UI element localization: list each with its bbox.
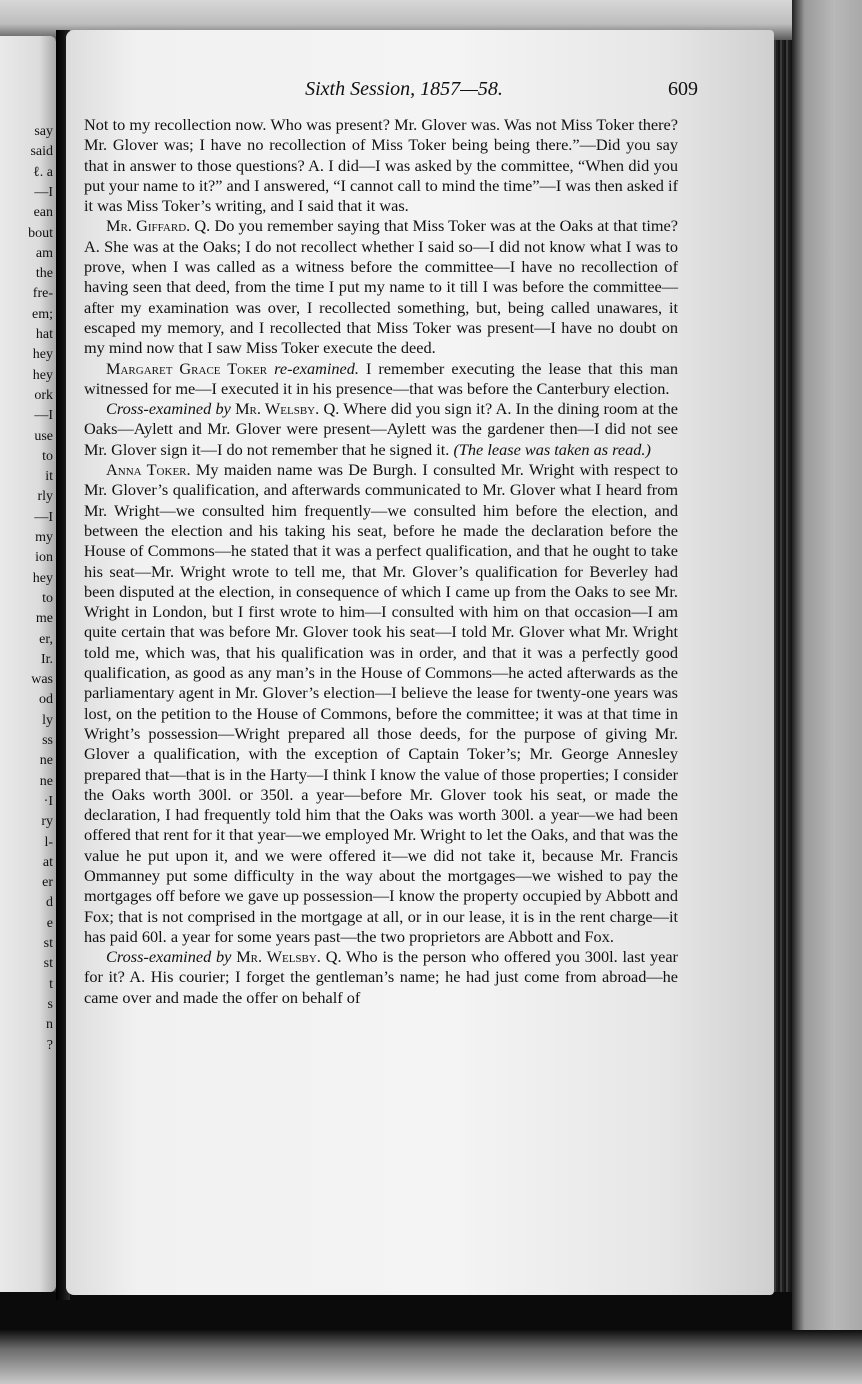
left-page-fragment: st [43,956,53,972]
paragraph [84,399,678,460]
left-page-fragment: was [31,672,53,688]
left-page-fragment: ne [39,773,53,789]
body-text [84,115,678,1008]
paragraph [84,359,678,400]
paragraph [84,460,678,947]
speaker-note: Cross-examined by [106,399,231,419]
left-page-fragment: Ir. [40,651,53,667]
paragraph-text: My maiden name was De Burgh. I consulted Mr. Wright with respect to Mr. Glover’s qualification, and afterwards communicated to Mr. Glover what I heard from Mr. Wright—we consulted him frequently—we consulted him before the election, and between the election and his taking his seat, before he made the declaration before the House of Commons—he stated that it was a perfect qualification, and that he ought to take his seat—Mr. Wright wrote to tell me, that Mr. Glover’s qualification for Beverley had been disputed at the election, in consequence of which I came up from the Oaks to see Mr. Wright in London, but I first wrote to him—I consulted with him on that occasion—I am quite certain that was before Mr. Glover took his seat—I told Mr. Glover what Mr. Wright told me, which was, that his qualification was in order, and that it was a perfectly good qualification, as good as any man’s in the House of Commons—he acted afterwards as the parliamentary agent in Mr. Glover’s election—I believe the lease for twenty-one years was lost, on the petition to the House of Commons, before the committee; it was at that time in Wright’s possession—Wright prepared all those deeds, for the purpose of giving Mr. Glover a qualification, with the exception of Captain Toker’s; Mr. George Annesley prepared that—that is in the Harty—I think I know the value of those properties; I consider the Oaks worth 300l. or 350l. a year—before Mr. Glover took his seat, or made the declaration, I had frequently told him that the Oaks was worth 300l. a year—we had been offered that rent for it that year—we employed Mr. Wright to let the Oaks, and that was the value he put upon it, and we were offered it—we did not take it, because Mr. Francis Ommanney put some difficulty in the way about the mortgages—we wished to pay the mortgages off before we gave up possession—I know the property occupied by Abbott and Fox; that is not comprised in the mortgage at all, or in our lease, it is in the rent charge—it has paid 60l. a year for some years past—the two proprietors are Abbott and Fox. [84,460,678,946]
left-page-fragment: t [49,976,53,992]
left-page-fragment: me [35,611,53,627]
paragraph-text: Q. Who is the person who offered you 300l. last year for it? A. His courier; I forget the gentleman’s name; he had just come from abroad—he came over and made the offer on behalf of [84,947,678,1007]
paragraph-text: Not to my recollection now. Who was present? Mr. Glover was. Was not Miss Toker there? Mr. Glover was; I have no recollection of Miss Toker being being there.”—Did you say that in answer to those questions? A. I did—I was asked by the committee, “When did you put your name to it?” and I answered, “I cannot call to mind the time”—I was then asked if it was Miss Toker’s writing, and I said that it was. [84,115,678,216]
speaker-name: Anna Toker. [106,460,191,480]
left-page-fragment: the [35,266,53,282]
left-page-fragment: hat [35,327,53,342]
paragraph-text: Q. Where did you sign it? A. In the dining room at the Oaks—Aylett and Mr. Glover were present—Aylett was the gardener then—I did not see Mr. Glover sign it—I do not remember that he signed it. [84,399,678,459]
left-page-fragment: e [46,915,53,931]
left-page-fragment: ean [33,205,53,221]
left-page-fragment: em; [32,306,53,322]
left-page-fragment: my [35,530,53,545]
left-page-fragment: rly [37,489,53,505]
left-page-fragment: ·I [43,793,53,809]
page-header [66,78,774,108]
paragraph-text: Q. Do you remember saying that Miss Toker was at the Oaks at that time? A. She was at the Oaks; I do not recollect whether I said so—I did not know what I was to prove, when I was called as a witness before the committee—I have no recollection of having seen that deed, from the time I put my name to it till I was before the committee—after my examination was over, I recollected something, but, being called unawares, it escaped my memory, and I recollected that Miss Toker was present—I have no doubt on my mind now that I saw Miss Toker execute the deed. [84,216,678,358]
left-page-fragment: ork [34,387,53,403]
left-page-fragment: ne [39,753,53,769]
scanner-background-bottom [0,1330,862,1384]
left-page-fragment: er, [39,631,53,647]
left-page-fragment: —I [34,408,53,424]
speaker-name: Mr. Welsby. [235,399,320,419]
left-page-fragment: say [34,124,53,139]
left-page-fragment: —I [34,184,53,200]
left-page-fragment: am [35,245,53,261]
running-title: Sixth Session, 1857—58. [305,78,503,100]
speaker-name: Mr. Giffard. [106,216,191,236]
left-page-fragment: ion [35,550,53,566]
left-page-fragment: l- [44,834,53,850]
paragraph-text: I remember executing the lease that this man witnessed for me—I executed it in his presence—that was before the Canterbury election. [84,358,678,398]
left-page-fragment: to [42,448,53,464]
left-page-fragment: ? [46,1037,53,1053]
scanner-background-right [792,0,862,1384]
paragraph [84,115,678,216]
left-page-fragment: hey [32,570,53,586]
left-page-fragment: ly [42,712,53,728]
left-page-fragment: st [43,936,53,951]
left-page-fragment: d [46,895,53,911]
page-number: 609 [668,78,698,100]
speaker-name: Margaret Grace Toker [106,358,268,378]
paragraph [84,947,678,1008]
book-page [66,30,774,1295]
left-page-fragment: said [30,144,53,160]
left-page-fragment: ℓ. a [33,164,53,180]
left-page-fragment: n [46,1017,53,1033]
left-page-fragment: s [47,996,53,1012]
left-page-fragment: to [42,590,53,606]
left-page-fragment: at [42,854,53,870]
left-page-fragment: hey [32,367,53,383]
speaker-note: re-examined. [274,358,359,378]
left-page-fragment: fre- [32,286,53,302]
left-page-fragment: bout [28,225,53,241]
left-page-fragment: od [39,692,53,708]
left-page-fragment: ry [41,814,53,830]
speaker-note: Cross-examined by [106,947,232,967]
left-page-fragment: er [42,875,53,891]
stage-direction: (The lease was taken as read.) [453,439,651,459]
paragraph [84,216,678,358]
left-page-fragment: —I [34,509,53,525]
left-page-fragment: use [34,428,53,444]
left-facing-page [0,36,56,1292]
left-page-fragment: it [45,469,53,485]
speaker-name: Mr. Welsby. [236,947,321,967]
left-page-fragment: hey [32,347,53,363]
left-page-fragment: ss [42,733,53,748]
book-bottom-shadow [0,1292,792,1332]
